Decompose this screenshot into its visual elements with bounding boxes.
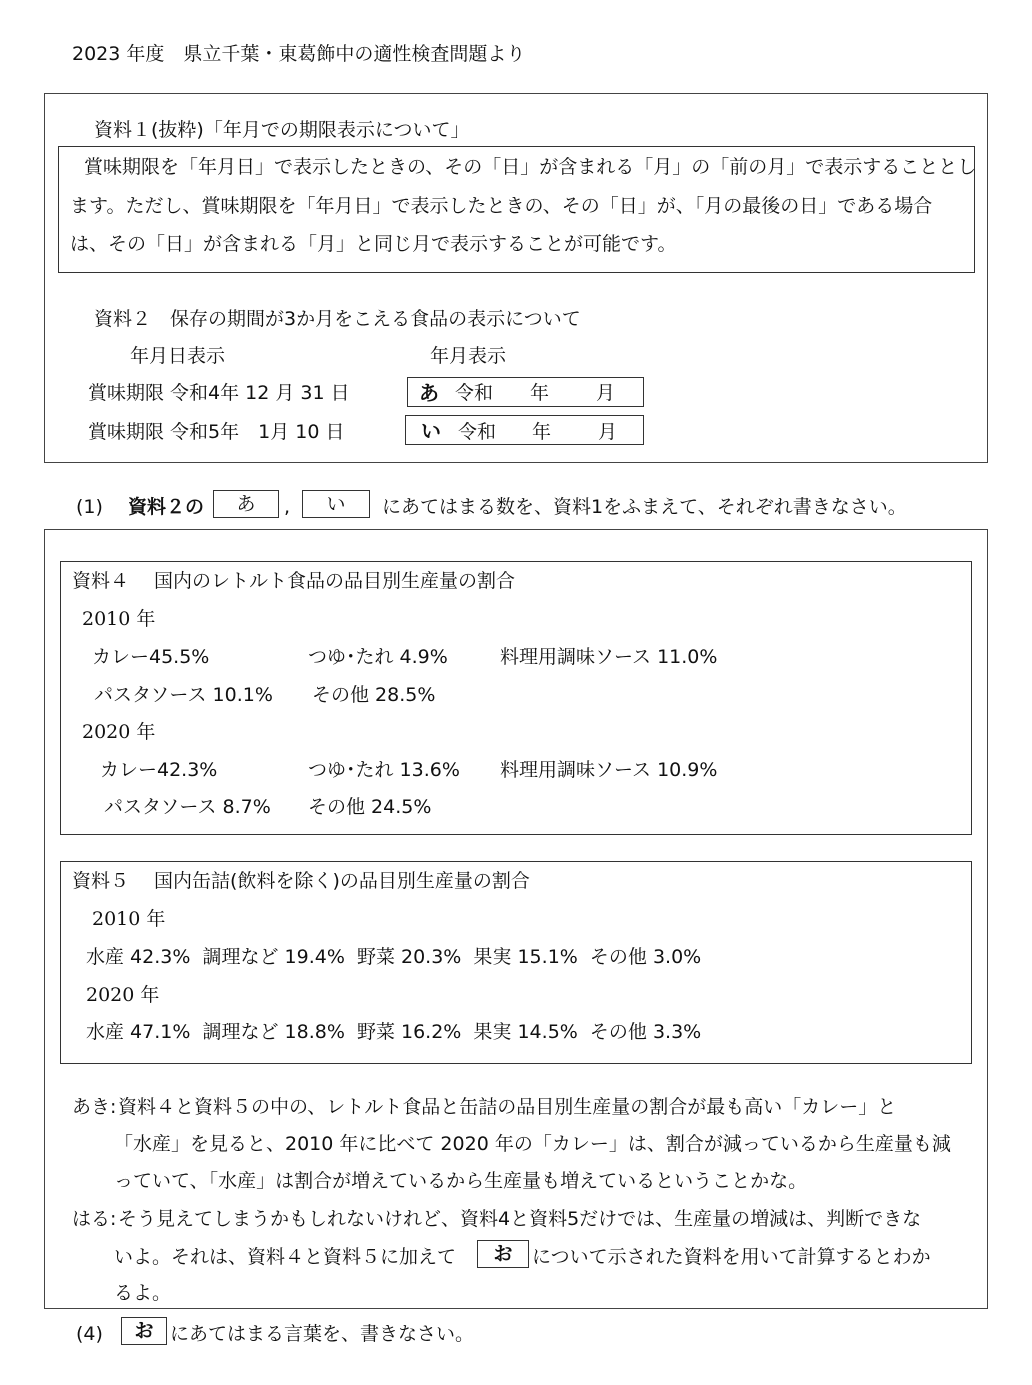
doc1-line3: は、その「日」が含まれる「月」と同じ月で表示することが可能です。 [70, 233, 677, 255]
doc4-2020-sauce: 料理用調味ソース 10.9% [500, 759, 718, 781]
doc2-col1: 年月日表示 [130, 345, 226, 367]
q4-number: (4) [76, 1323, 103, 1345]
q4-suffix: にあてはまる言葉を、書きなさい。 [170, 1323, 475, 1345]
q1-label-i: い [302, 490, 370, 518]
doc2-row1-left: 賞味期限 令和4年 12 月 31 日 [88, 382, 350, 404]
aki-line1: 資料４と資料５の中の、レトルト食品と缶詰の品目別生産量の割合が最も高い「カレー」と [118, 1096, 897, 1118]
doc5-2010-values: 水産 42.3% 調理など 19.4% 野菜 20.3% 果実 15.1% その他 3.0% [86, 946, 702, 968]
doc5-2020-values: 水産 47.1% 調理など 18.8% 野菜 16.2% 果実 14.5% その他 3.3% [86, 1021, 702, 1043]
doc1-heading: 資料１(抜粋)「年月での期限表示について」 [94, 119, 470, 141]
doc4-year-2020: 2020 年 [82, 721, 156, 743]
doc4-heading: 資料４ 国内のレトルト食品の品目別生産量の割合 [72, 570, 516, 592]
doc4-2010-other: その他 28.5% [312, 684, 436, 706]
doc2-row2-left: 賞味期限 令和5年 1月 10 日 [88, 421, 345, 443]
speaker-haru: はる: [72, 1208, 117, 1230]
q1-number: (1) [76, 496, 103, 518]
doc1-line2: ます。ただし、賞味期限を「年月日」で表示したときの、その「日」が、「月の最後の日」である場合 [70, 195, 933, 217]
doc1-line1: 賞味期限を「年月日」で表示したときの、その「日」が含まれる「月」の「前の月」で表示することとし [84, 156, 977, 178]
doc5-heading: 資料５ 国内缶詰(飲料を除く)の品目別生産量の割合 [72, 870, 530, 892]
q4-label-o: お [121, 1317, 167, 1345]
haru-label-o: お [477, 1240, 529, 1268]
doc4-2020-curry: カレー42.3% [100, 759, 218, 781]
haru-line2b: について示された資料を用いて計算するとわか [532, 1246, 931, 1268]
row2-era: 令和 [458, 421, 497, 443]
aki-line3: っていて、「水産」は割合が増えているから生産量も増えているということかな。 [114, 1170, 808, 1192]
haru-line2a: いよ。それは、資料４と資料５に加えて [114, 1246, 457, 1268]
haru-line3: るよ。 [114, 1282, 172, 1304]
haru-line1: そう見えてしまうかもしれないけれど、資料4と資料5だけでは、生産量の増減は、判断できな [118, 1208, 922, 1230]
doc4-year-2010: 2010 年 [82, 608, 156, 630]
row2-month: 月 [598, 421, 618, 443]
row1-year: 年 [530, 382, 550, 404]
mark-i: い [421, 419, 441, 443]
doc5-year-2020: 2020 年 [86, 984, 160, 1006]
aki-line2: 「水産」を見ると、2010 年に比べて 2020 年の「カレー」は、割合が減っているから生産量も減 [114, 1133, 951, 1155]
speaker-aki: あき: [72, 1096, 117, 1118]
doc2-col2: 年月表示 [430, 345, 507, 367]
doc4-2020-pasta: パスタソース 8.7% [104, 796, 271, 818]
doc4-2010-sauce: 料理用調味ソース 11.0% [500, 646, 718, 668]
row2-year: 年 [532, 421, 552, 443]
doc4-2010-curry: カレー45.5% [92, 646, 210, 668]
q1-prefix: 資料２の [128, 496, 205, 518]
row1-month: 月 [596, 382, 616, 404]
doc4-2020-tsuyu: つゆ･たれ 13.6% [308, 759, 460, 781]
doc5-year-2010: 2010 年 [92, 908, 166, 930]
q1-label-a: あ [213, 490, 279, 518]
q1-separator: , [284, 496, 291, 518]
doc4-2020-other: その他 24.5% [308, 796, 432, 818]
mark-a: あ [419, 381, 439, 405]
doc2-heading: 資料２ 保存の期間が3か月をこえる食品の表示について [94, 308, 581, 330]
doc4-2010-pasta: パスタソース 10.1% [94, 684, 273, 706]
page-title: 2023 年度 県立千葉・東葛飾中の適性検査問題より [72, 43, 526, 65]
q1-suffix: にあてはまる数を、資料1をふまえて、それぞれ書きなさい。 [382, 496, 907, 518]
row1-era: 令和 [455, 382, 494, 404]
doc4-2010-tsuyu: つゆ･たれ 4.9% [308, 646, 448, 668]
